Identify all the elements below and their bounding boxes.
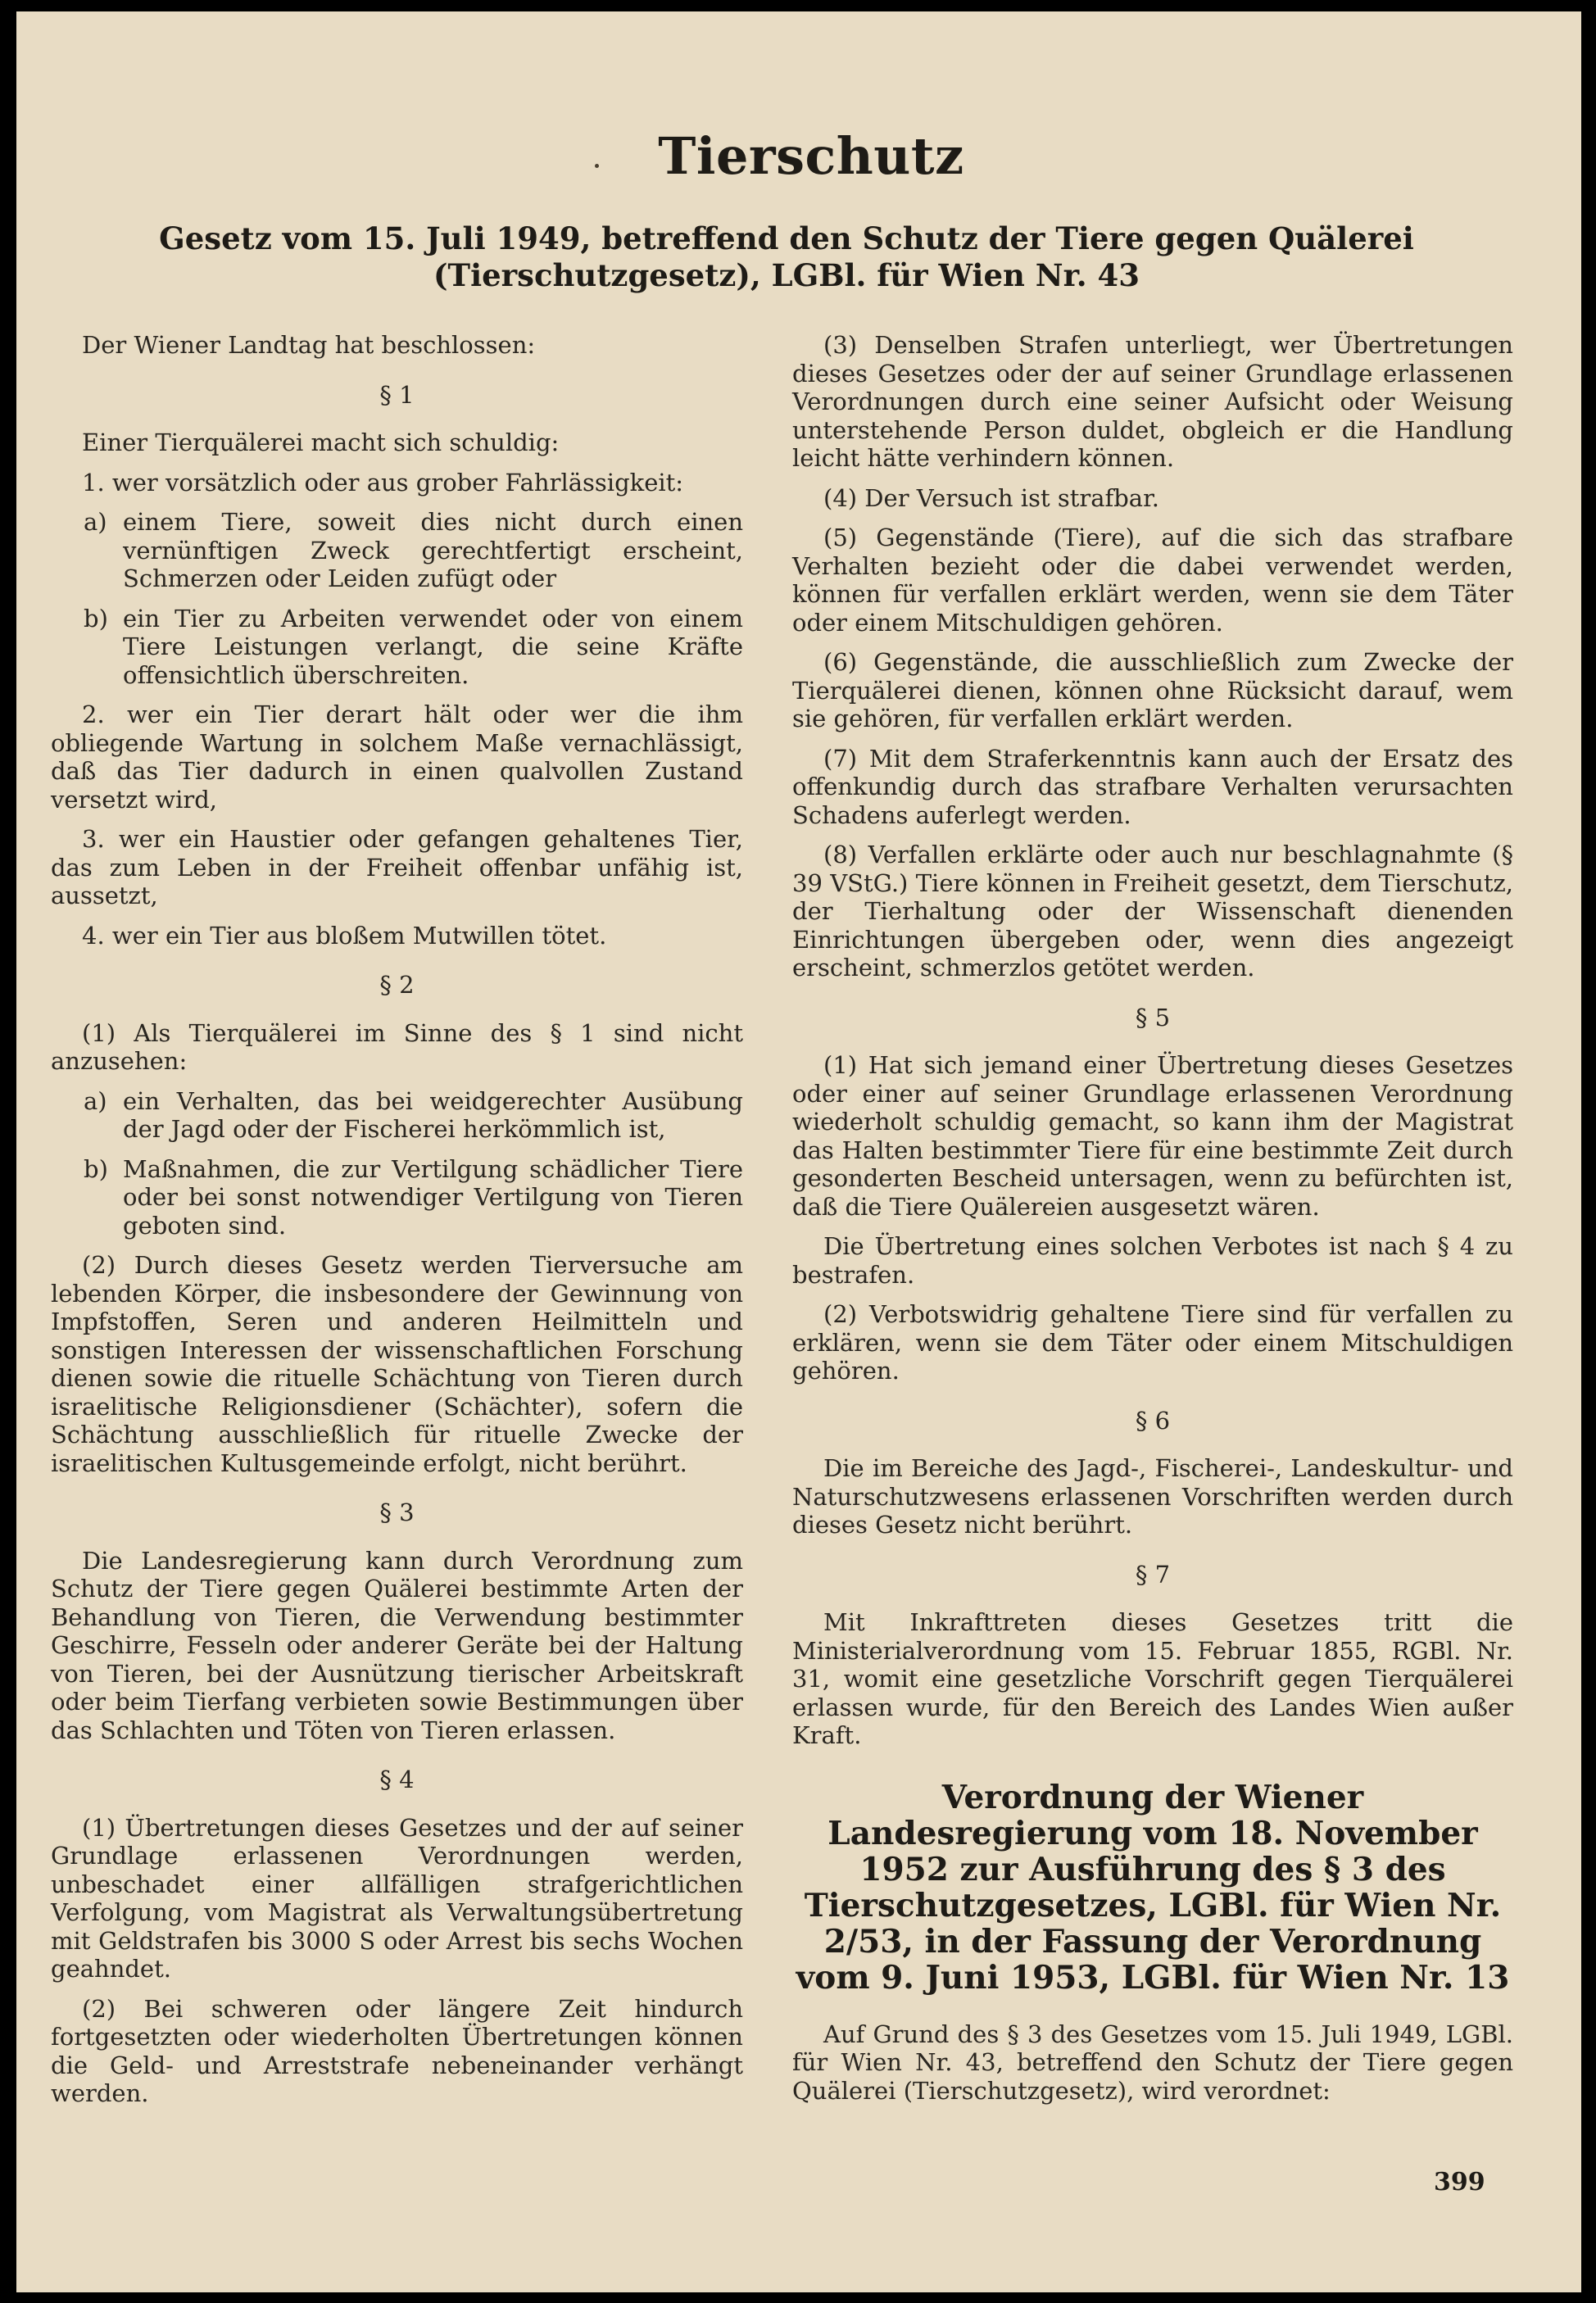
item-marker: a) [84, 1086, 107, 1115]
left-column [51, 331, 743, 2119]
page-title: Tierschutz [658, 126, 964, 186]
section-1-item-4: 4. wer ein Tier aus bloßem Mutwillen tötet. [82, 921, 607, 950]
section-6-heading: § 6 [1135, 1406, 1171, 1435]
law-subtitle: Gesetz vom 15. Juli 1949, betreffend den Schutz der Tiere gegen Quälerei (Tierschutzgesetz), LGBl. für Wien Nr. 43 [159, 220, 1414, 293]
section-2-para-1: (1) Als Tierquälerei im Sinne des § 1 sind nicht anzusehen: [51, 1018, 743, 1075]
item-text: Maßnahmen, die zur Vertilgung schädlicher Tiere oder bei sonst notwendiger Vertilgung von Tieren geboten sind. [123, 1154, 743, 1240]
section-1-item-3: 3. wer ein Haustier oder gefangen gehaltenes Tier, das zum Leben in der Freiheit offenbar unfähig ist, aussetzt, [51, 825, 743, 909]
section-4-para-1: (1) Übertretungen dieses Gesetzes und der auf seiner Grundlage erlassenen Verordnungen werden, unbeschadet einer allfälligen strafgerichtlichen Verfolgung, vom Magistrat als Verwaltungsübertretung mit Geldstrafen bis 3000 S oder Arrest bis sechs Wochen geahndet. [51, 1813, 743, 1983]
item-text: ein Tier zu Arbeiten verwendet oder von einem Tiere Leistungen verlangt, die seine Kräfte offensichtlich überschreiten. [123, 604, 743, 689]
section-6-para-1: Die im Bereiche des Jagd-, Fischerei-, Landeskultur- und Naturschutzwesens erlassenen Vorschriften werden durch dieses Gesetz nicht berührt. [792, 1454, 1513, 1539]
page-number: 399 [1434, 2168, 1485, 2196]
item-marker: b) [84, 604, 108, 632]
section-1-item-1: 1. wer vorsätzlich oder aus grober Fahrlässigkeit: [82, 468, 684, 496]
section-7-heading: § 7 [1135, 1560, 1171, 1589]
item-marker: a) [84, 508, 107, 536]
right-column [792, 331, 1513, 2116]
intro-text: Der Wiener Landtag hat beschlossen: [82, 331, 536, 359]
section-3-heading: § 3 [379, 1498, 415, 1526]
section-4-para-7: (7) Mit dem Straferkenntnis kann auch der Ersatz des offenkundig durch das strafbare Verhalten verursachten Schadens auferlegt werden. [792, 744, 1513, 829]
section-2-item-b [51, 1155, 743, 1240]
item-text: einem Tiere, soweit dies nicht durch einen vernünftigen Zweck gerechtfertigt erscheint, Schmerzen oder Leiden zufügt oder [123, 508, 743, 592]
section-5-para-1: (1) Hat sich jemand einer Übertretung dieses Gesetzes oder einer auf seiner Grundlage erlassenen Verordnung wiederholt schuldig gemacht, so kann ihm der Magistrat das Halten bestimmter Tiere für eine bestimmte Zeit durch gesonderten Bescheid untersagen, wenn zu befürchten ist, daß die Tiere Quälereien ausgesetzt wären. [792, 1051, 1513, 1221]
regulation-para-1: Auf Grund des § 3 des Gesetzes vom 15. Juli 1949, LGBl. für Wien Nr. 43, betreffend den Schutz der Tiere gegen Quälerei (Tierschutzgesetz), wird verordnet: [792, 2020, 1513, 2105]
item-marker: b) [84, 1154, 108, 1183]
section-4-para-4: (4) Der Versuch ist strafbar. [823, 483, 1159, 512]
section-5-heading: § 5 [1135, 1003, 1171, 1031]
section-1-heading: § 1 [379, 380, 415, 409]
section-4-para-6: (6) Gegenstände, die ausschließlich zum Zwecke der Tierquälerei dienen, können ohne Rücksicht darauf, wem sie gehören, für verfallen erklärt werden. [792, 648, 1513, 732]
section-4-para-3: (3) Denselben Strafen unterliegt, wer Übertretungen dieses Gesetzes oder der auf seiner Grundlage erlassenen Verordnungen durch eine seiner Aufsicht oder Weisung unterstehende Person duldet, obgleich er die Handlung leicht hätte verhindern können. [792, 331, 1513, 472]
section-2-para-2: (2) Durch dieses Gesetz werden Tierversuche am lebenden Körper, die insbesondere der Gewinnung von Impfstoffen, Seren und anderen Heilmitteln und sonstigen Interessen der wissenschaftlichen Forschung dienen sowie die rituelle Schächtung von Tieren durch israelitische Religionsdiener (Schächter), sofern die Schächtung ausschließlich für rituelle Zwecke der israelitischen Kultusgemeinde erfolgt, nicht berührt. [51, 1251, 743, 1477]
section-1-item-1b [51, 605, 743, 690]
document-page [16, 11, 1581, 2292]
section-7-para-1: Mit Inkrafttreten dieses Gesetzes tritt die Ministerialverordnung vom 15. Februar 1855, RGBl. Nr. 31, womit eine gesetzliche Vorschrift gegen Tierquälerei erlassen wurde, für den Bereich des Landes Wien außer Kraft. [792, 1608, 1513, 1749]
section-2-heading: § 2 [379, 971, 415, 999]
section-5-para-2: (2) Verbotswidrig gehaltene Tiere sind für verfallen zu erklären, wenn sie dem Täter oder einem Mitschuldigen gehören. [792, 1300, 1513, 1385]
section-1-lead: Einer Tierquälerei macht sich schuldig: [82, 428, 560, 456]
section-1-item-2: 2. wer ein Tier derart hält oder wer die ihm obliegende Wartung in solchem Maße vernachlässigt, daß das Tier dadurch in einen qualvollen Zustand versetzt wird, [51, 700, 743, 814]
section-3-para-1: Die Landesregierung kann durch Verordnung zum Schutz der Tiere gegen Quälerei bestimmte Arten der Behandlung von Tieren, die Verwendung bestimmter Geschirre, Fesseln oder anderer Geräte bei der Haltung von Tieren, bei der Ausnützung tierischer Arbeitskraft oder beim Tierfang verbieten sowie Bestimmungen über das Schlachten und Töten von Tieren erlassen. [51, 1546, 743, 1744]
section-4-para-5: (5) Gegenstände (Tiere), auf die sich das strafbare Verhalten bezieht oder die dabei verwendet werden, können für verfallen erklärt werden, wenn sie dem Täter oder einem Mitschuldigen gehören. [792, 524, 1513, 637]
section-4-heading: § 4 [379, 1766, 415, 1793]
section-1-item-1a [51, 508, 743, 593]
regulation-title: Verordnung der Wiener Landesregierung vom 18. November 1952 zur Ausführung des § 3 des Tierschutzgesetzes, LGBl. für Wien Nr. 2/53, in der Fassung der Verordnung vom 9. Juni 1953, LGBl. für Wien Nr. 13 [796, 1778, 1510, 1997]
section-4-para-8: (8) Verfallen erklärte oder auch nur beschlagnahmte (§ 39 VStG.) Tiere können in Freiheit gesetzt, dem Tierschutz, der Tierhaltung oder der Wissenschaft dienenden Einrichtungen übergeben oder, wenn dies angezeigt erscheint, schmerzlos getötet werden. [792, 841, 1513, 981]
section-4-para-2: (2) Bei schweren oder längere Zeit hindurch fortgesetzten oder wiederholten Übertretungen können die Geld- und Arreststrafe nebeneinander verhängt werden. [51, 1994, 743, 2107]
section-2-item-a [51, 1087, 743, 1144]
item-text: ein Verhalten, das bei weidgerechter Ausübung der Jagd oder der Fischerei herkömmlich ist, [123, 1086, 743, 1143]
section-5-para-1b: Die Übertretung eines solchen Verbotes ist nach § 4 zu bestrafen. [792, 1232, 1513, 1289]
